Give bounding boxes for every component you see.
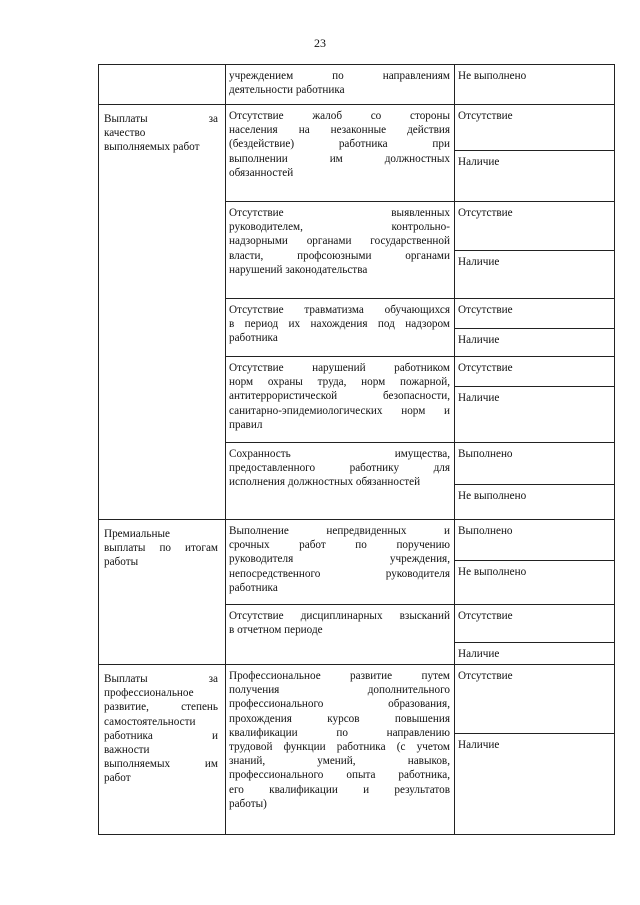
criterion-text [229, 206, 450, 277]
criterion-text-line: антитеррористической безопасности, [229, 390, 450, 403]
table-rule [225, 201, 615, 202]
criterion-text-line: Профессиональное развитие путем [229, 670, 450, 682]
criterion-text-line: Отсутствие выявленных [229, 207, 450, 219]
criterion-text-line: населения на незаконные действия [229, 124, 450, 137]
criterion-text [229, 524, 450, 595]
payment-type-line: Премиальные [104, 528, 170, 540]
criterion-text-line: санитарно-эпидемиологических норм и [229, 404, 450, 417]
table-rule [454, 733, 615, 734]
criterion-text-line: деятельности работника [229, 84, 345, 97]
table-rule [454, 560, 615, 561]
outcome-value: Наличие [458, 156, 500, 168]
table-rule [225, 604, 615, 605]
criterion-text-line: профессионального образования, [229, 698, 450, 711]
payment-type-line: работника и [104, 729, 218, 742]
table-rule [454, 642, 615, 643]
criterion-text [229, 109, 450, 180]
criterion-text [229, 669, 450, 811]
payment-type-line: самостоятельности [104, 715, 196, 728]
criterion-text [229, 609, 450, 637]
criterion-text-line: Отсутствие травматизма обучающихся [229, 304, 450, 316]
table-rule [225, 64, 226, 834]
criterion-text-line: исполнения должностных обязанностей [229, 476, 421, 489]
criterion-text-line: надзорными органами государственной [229, 235, 450, 248]
criteria-table [98, 64, 614, 834]
table-rule [454, 150, 615, 151]
outcome-value: Не выполнено [458, 566, 527, 578]
table-rule [454, 328, 615, 329]
criterion-text-line: знаний, умений, навыков, [229, 755, 450, 768]
criterion-text-line: прохождения курсов повышения [229, 712, 450, 725]
criterion-text-line: в период их нахождения под надзором [229, 318, 450, 331]
payment-type-line: работ [104, 772, 131, 785]
outcome-value: Не выполнено [458, 70, 527, 82]
outcome-value: Отсутствие [458, 362, 513, 374]
criterion-text-line: правил [229, 418, 263, 431]
criterion-text-line: предоставленного работнику для [229, 462, 450, 475]
payment-type-line: выплаты по итогам [104, 542, 218, 555]
outcome-value: Отсутствие [458, 110, 513, 122]
criterion-text [229, 447, 450, 490]
payment-type [104, 672, 218, 786]
outcome-value: Выполнено [458, 448, 513, 460]
criterion-text-line: норм охраны труда, норм пожарной, [229, 376, 450, 389]
criterion-text-line: в отчетном периоде [229, 624, 323, 637]
table-rule [225, 298, 615, 299]
criterion-text-line: получения дополнительного [229, 684, 450, 697]
criterion-text-line: квалификации по направлению [229, 726, 450, 739]
criterion-text-line: трудовой функции работника (с учетом [229, 741, 450, 754]
criterion-text [229, 69, 450, 97]
payment-type [104, 112, 218, 155]
criterion-text-line: руководителем, контрольно- [229, 221, 450, 234]
criterion-text-line: работы) [229, 797, 267, 810]
payment-type [104, 527, 218, 570]
payment-type-line: Выплаты за [104, 113, 218, 125]
outcome-value: Отсутствие [458, 207, 513, 219]
payment-type-line: качество [104, 127, 146, 140]
criterion-text-line: Отсутствие дисциплинарных взысканий [229, 610, 450, 622]
table-rule [98, 64, 99, 834]
outcome-value: Отсутствие [458, 670, 513, 682]
table-rule [454, 64, 455, 834]
table-rule [225, 356, 615, 357]
table-rule [225, 64, 615, 65]
outcome-value: Отсутствие [458, 610, 513, 622]
outcome-value: Не выполнено [458, 490, 527, 502]
payment-type-line: выполняемых им [104, 758, 218, 771]
criterion-text-line: Сохранность имущества, [229, 448, 450, 460]
criterion-text-line: Отсутствие нарушений работником [229, 362, 450, 374]
payment-type-line: развитие, степень [104, 701, 218, 714]
table-rule [614, 64, 615, 834]
payment-type-line: выполняемых работ [104, 141, 200, 154]
outcome-value: Наличие [458, 256, 500, 268]
outcome-value: Наличие [458, 739, 500, 751]
criterion-text [229, 303, 450, 346]
criterion-text-line: работника [229, 581, 278, 594]
criterion-text-line: его квалификации и результатов [229, 783, 450, 796]
criterion-text-line: (бездействие) работника при [229, 138, 450, 151]
table-rule [225, 442, 615, 443]
criterion-text-line: учреждением по направлениям [229, 70, 450, 82]
table-rule [225, 664, 615, 665]
payment-type-line: Выплаты за [104, 673, 218, 685]
table-rule [225, 104, 615, 105]
payment-type-line: работы [104, 556, 139, 569]
criterion-text-line: власти, профсоюзными органами [229, 249, 450, 262]
outcome-value: Наличие [458, 392, 500, 404]
criterion-text-line: профессионального опыта работника, [229, 769, 450, 782]
outcome-value: Выполнено [458, 525, 513, 537]
payment-type-line: важности [104, 744, 150, 757]
payment-type-line: профессиональное [104, 687, 194, 700]
criterion-text-line: нарушений законодательства [229, 263, 368, 276]
criterion-text [229, 361, 450, 432]
page-number: 23 [314, 36, 326, 50]
table-rule [454, 250, 615, 251]
criterion-text-line: Выполнение непредвиденных и [229, 525, 450, 537]
criterion-text-line: обязанностей [229, 166, 294, 179]
criterion-text-line: срочных работ по поручению [229, 539, 450, 552]
table-rule [225, 834, 615, 835]
table-rule [225, 519, 615, 520]
criterion-text-line: непосредственного руководителя [229, 567, 450, 580]
outcome-value: Наличие [458, 648, 500, 660]
criterion-text-line: руководителя учреждения, [229, 553, 450, 566]
outcome-value: Наличие [458, 334, 500, 346]
outcome-value: Отсутствие [458, 304, 513, 316]
table-rule [454, 386, 615, 387]
criterion-text-line: Отсутствие жалоб со стороны [229, 110, 450, 122]
criterion-text-line: работника [229, 332, 278, 345]
criterion-text-line: выполнении им должностных [229, 152, 450, 165]
table-rule [454, 484, 615, 485]
